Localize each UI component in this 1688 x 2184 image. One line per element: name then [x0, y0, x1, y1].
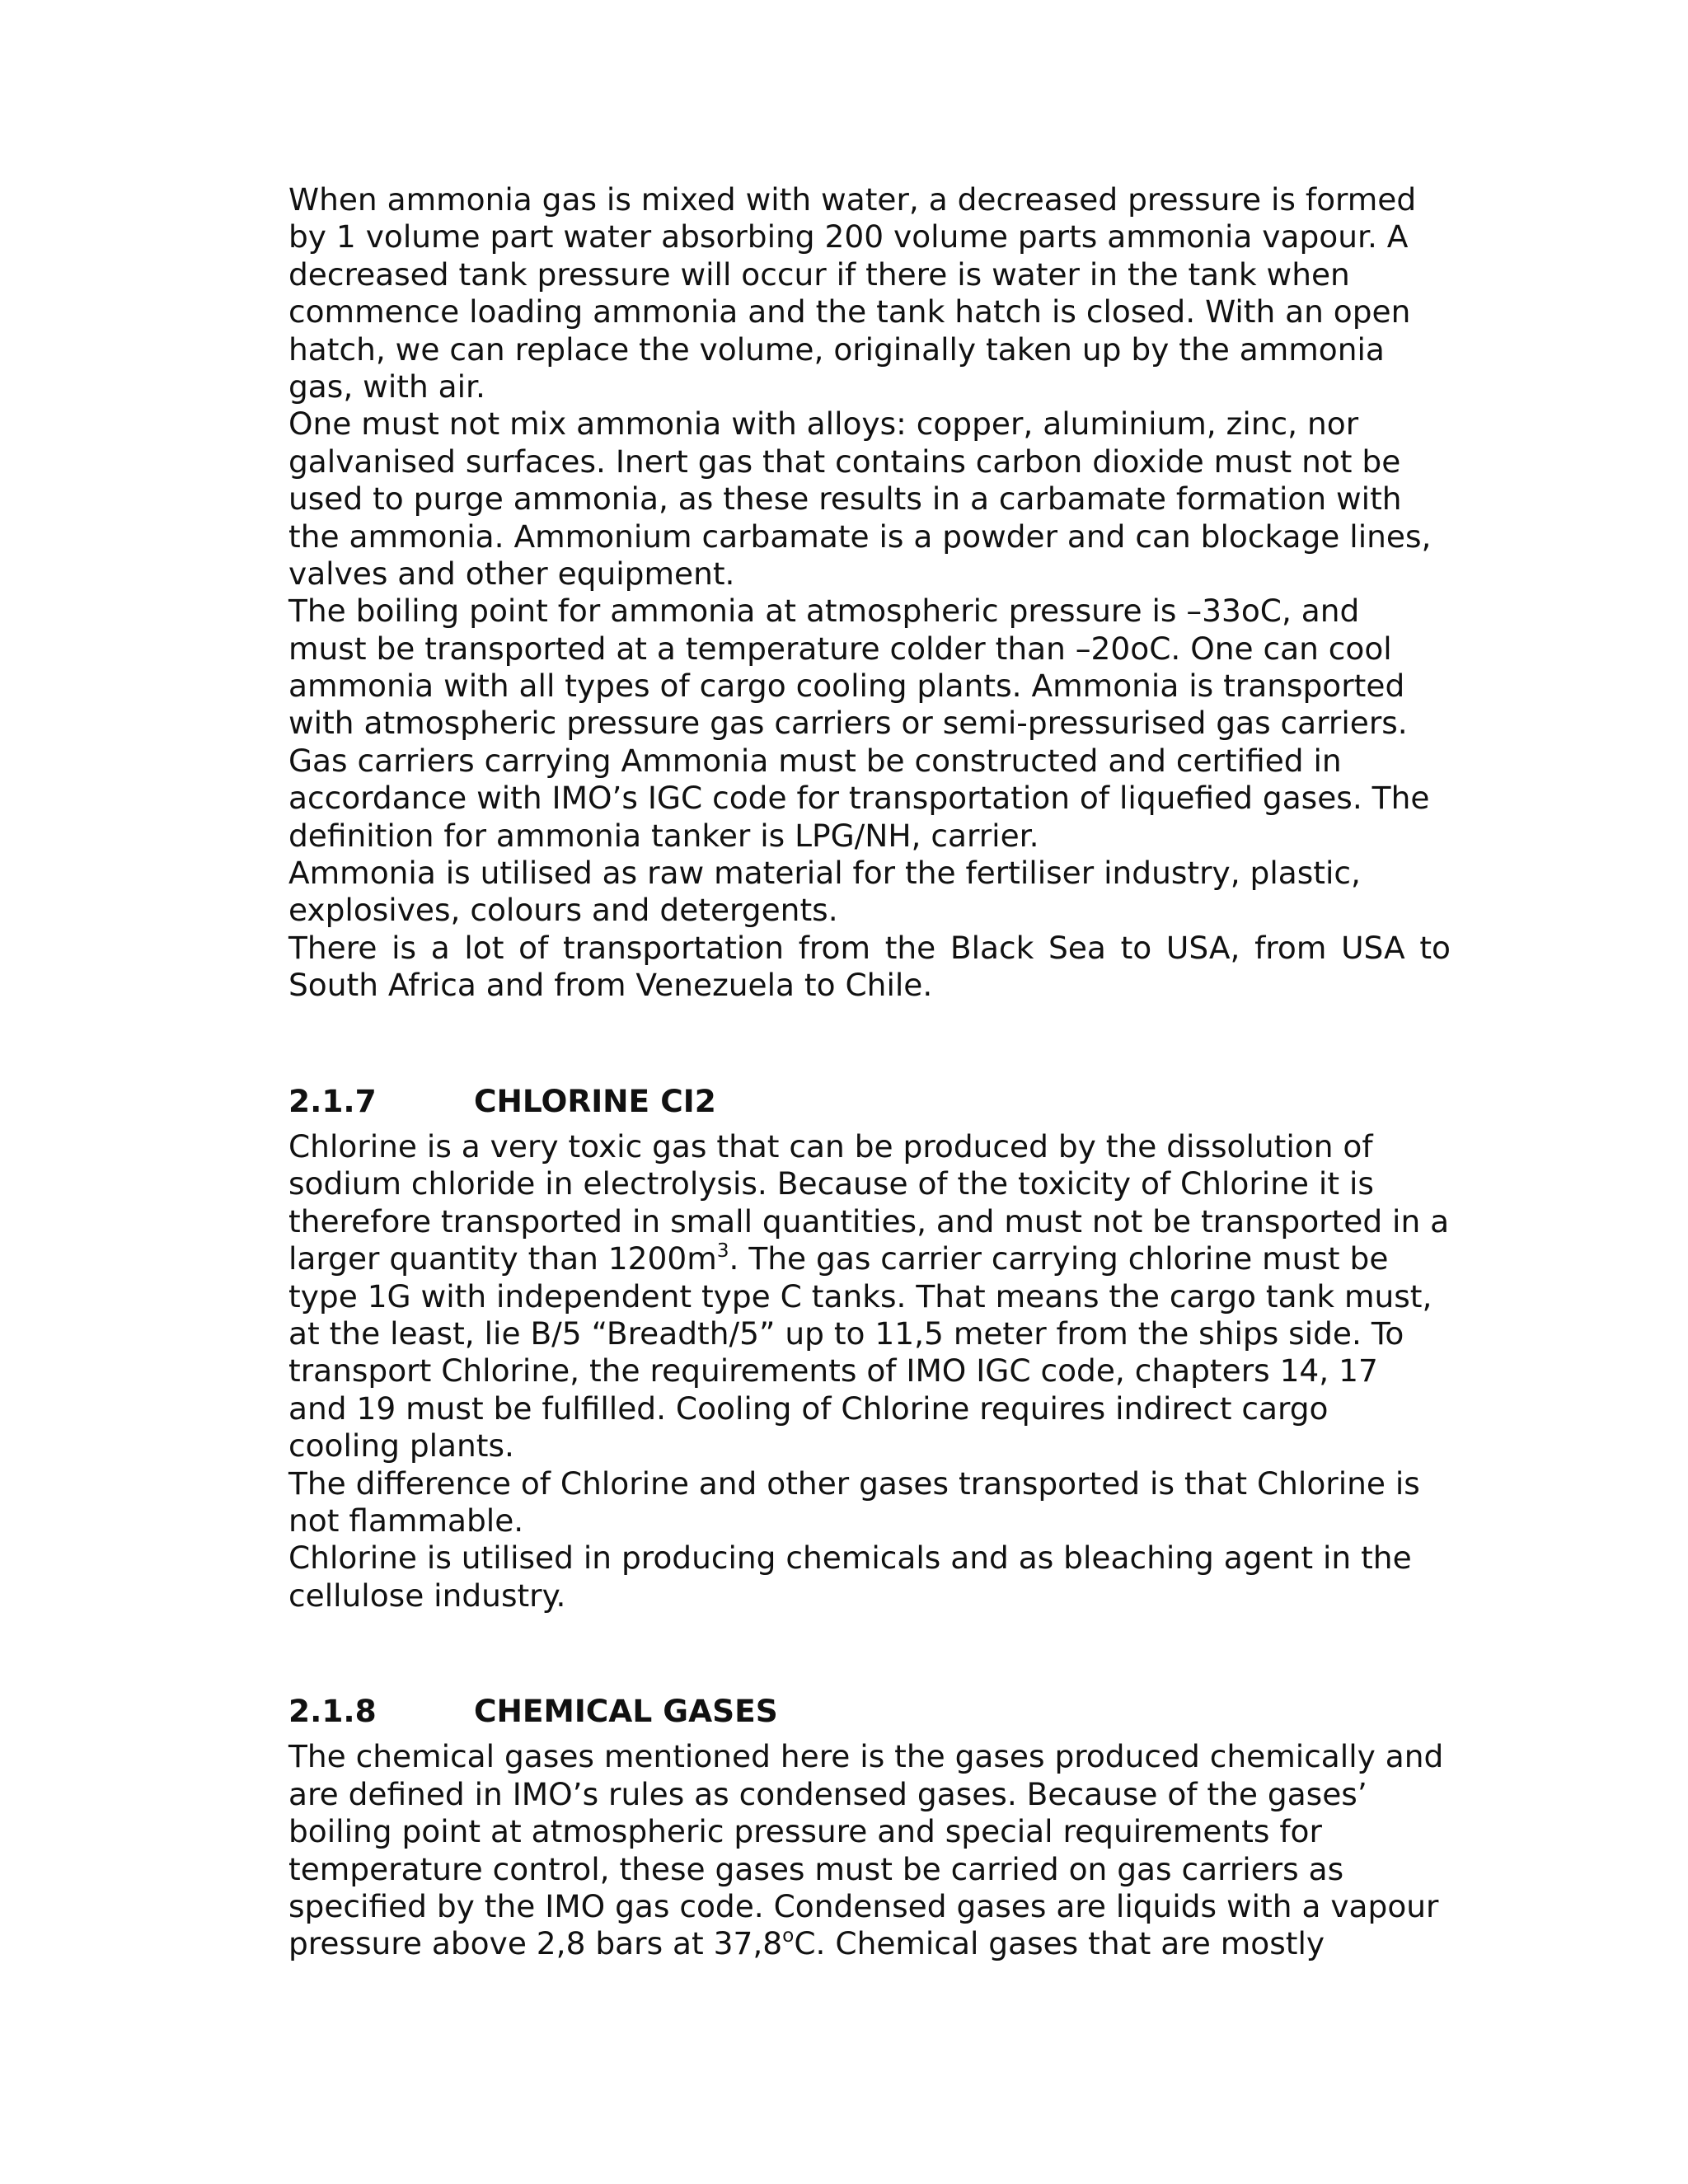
text-line: ammonia with all types of cargo cooling plants. Ammonia is transported	[288, 668, 1405, 705]
text-line: the ammonia. Ammonium carbamate is a powder and can blockage lines,	[288, 518, 1432, 555]
text-line: not flammable.	[288, 1502, 524, 1539]
paragraph	[288, 181, 1459, 405]
word: USA	[1341, 929, 1405, 966]
text-line: boiling point at atmospheric pressure and special requirements for	[288, 1813, 1322, 1850]
text-line: at the least, lie B/5 “Breadth/5” up to 11,5 meter from the ships side. To	[288, 1315, 1404, 1352]
text-line: valves and other equipment.	[288, 555, 735, 592]
text-line: by 1 volume part water absorbing 200 volume parts ammonia vapour. A	[288, 218, 1409, 255]
text-line: The chemical gases mentioned here is the gases produced chemically and	[288, 1738, 1444, 1775]
section-number: 2.1.7	[288, 1082, 377, 1119]
text-line: Chlorine is utilised in producing chemicals and as bleaching agent in the	[288, 1540, 1412, 1577]
superscript: 3	[716, 1239, 729, 1262]
word: to	[1419, 929, 1451, 966]
text-span: C. Chemical gases that are mostly	[794, 1925, 1325, 1962]
text-line: and 19 must be fulfilled. Cooling of Chlorine requires indirect cargo	[288, 1390, 1329, 1427]
section-spacer	[288, 1005, 1459, 1083]
text-span: . The gas carrier carrying chlorine must be	[729, 1240, 1389, 1277]
justified-text-line	[288, 930, 1451, 967]
word: from	[798, 929, 871, 966]
word: from	[1254, 929, 1327, 966]
section-number: 2.1.8	[288, 1693, 377, 1730]
text-span: larger quantity than 1200m	[288, 1240, 717, 1277]
text-line: definition for ammonia tanker is LPG/NH, carrier.	[288, 817, 1039, 854]
word: to	[1120, 929, 1152, 966]
text-line: When ammonia gas is mixed with water, a decreased pressure is formed	[288, 181, 1417, 218]
text-line: therefore transported in small quantities, and must not be transported in a	[288, 1202, 1450, 1240]
text-line: are defined in IMO’s rules as condensed gases. Because of the gases’	[288, 1775, 1367, 1812]
text-line: decreased tank pressure will occur if there is water in the tank when	[288, 255, 1350, 293]
paragraph	[288, 930, 1459, 1005]
intro-text-block	[288, 181, 1459, 1005]
text-line: Gas carriers carrying Ammonia must be constructed and certified in	[288, 742, 1342, 779]
text-line: The difference of Chlorine and other gases transported is that Chlorine is	[288, 1465, 1420, 1502]
section-spacer	[288, 1615, 1459, 1693]
text-line: hatch, we can replace the volume, originally taken up by the ammonia	[288, 330, 1385, 368]
text-line-with-superscript	[288, 1925, 1459, 1962]
text-line: specified by the IMO gas code. Condensed gases are liquids with a vapour	[288, 1888, 1439, 1925]
text-line: South Africa and from Venezuela to Chile.	[288, 967, 933, 1004]
text-line: Ammonia is utilised as raw material for the fertiliser industry, plastic,	[288, 855, 1361, 892]
text-line: One must not mix ammonia with alloys: copper, aluminium, zinc, nor	[288, 405, 1359, 443]
text-line: must be transported at a temperature colder than –20oC. One can cool	[288, 630, 1392, 667]
text-line: gas, with air.	[288, 368, 485, 405]
word: the	[884, 929, 936, 966]
text-line: used to purge ammonia, as these results in a carbamate formation with	[288, 480, 1402, 518]
text-line: sodium chloride in electrolysis. Because of the toxicity of Chlorine it is	[288, 1165, 1374, 1202]
paragraph	[288, 405, 1459, 593]
word: of	[518, 929, 549, 966]
word: USA,	[1165, 929, 1240, 966]
word: is	[392, 929, 417, 966]
section-heading	[288, 1693, 1459, 1730]
paragraph	[288, 593, 1459, 855]
text-line: temperature control, these gases must be carried on gas carriers as	[288, 1850, 1344, 1887]
section-title: CHEMICAL GASES	[474, 1693, 778, 1730]
text-line: Chlorine is a very toxic gas that can be produced by the dissolution of	[288, 1127, 1373, 1165]
text-line-with-superscript	[288, 1240, 1459, 1277]
text-span: pressure above 2,8 bars at 37,8	[288, 1925, 783, 1962]
section-heading	[288, 1083, 1459, 1120]
text-line: transport Chlorine, the requirements of IMO IGC code, chapters 14, 17	[288, 1352, 1378, 1390]
section-chlorine	[288, 1083, 1459, 1615]
word: a	[430, 929, 450, 966]
text-line: type 1G with independent type C tanks. That means the cargo tank must,	[288, 1277, 1432, 1315]
text-line: The boiling point for ammonia at atmospheric pressure is –33oC, and	[288, 593, 1360, 630]
text-line: accordance with IMO’s IGC code for transportation of liquefied gases. The	[288, 780, 1430, 817]
section-chemical-gases	[288, 1693, 1459, 1963]
text-line: galvanised surfaces. Inert gas that contains carbon dioxide must not be	[288, 443, 1401, 480]
text-line: explosives, colours and detergents.	[288, 892, 838, 929]
paragraph	[288, 855, 1459, 930]
superscript: o	[782, 1924, 795, 1947]
text-line: commence loading ammonia and the tank hatch is closed. With an open	[288, 293, 1411, 330]
word: There	[288, 929, 377, 966]
text-line: cooling plants.	[288, 1427, 514, 1465]
document-page	[288, 181, 1459, 1963]
word: lot	[464, 929, 504, 966]
text-line: cellulose industry.	[288, 1577, 566, 1614]
word: transportation	[562, 929, 785, 966]
word: Sea	[1048, 929, 1106, 966]
text-line: with atmospheric pressure gas carriers or semi-pressurised gas carriers.	[288, 705, 1408, 742]
word: Black	[950, 929, 1034, 966]
section-title: CHLORINE CI2	[474, 1082, 716, 1119]
